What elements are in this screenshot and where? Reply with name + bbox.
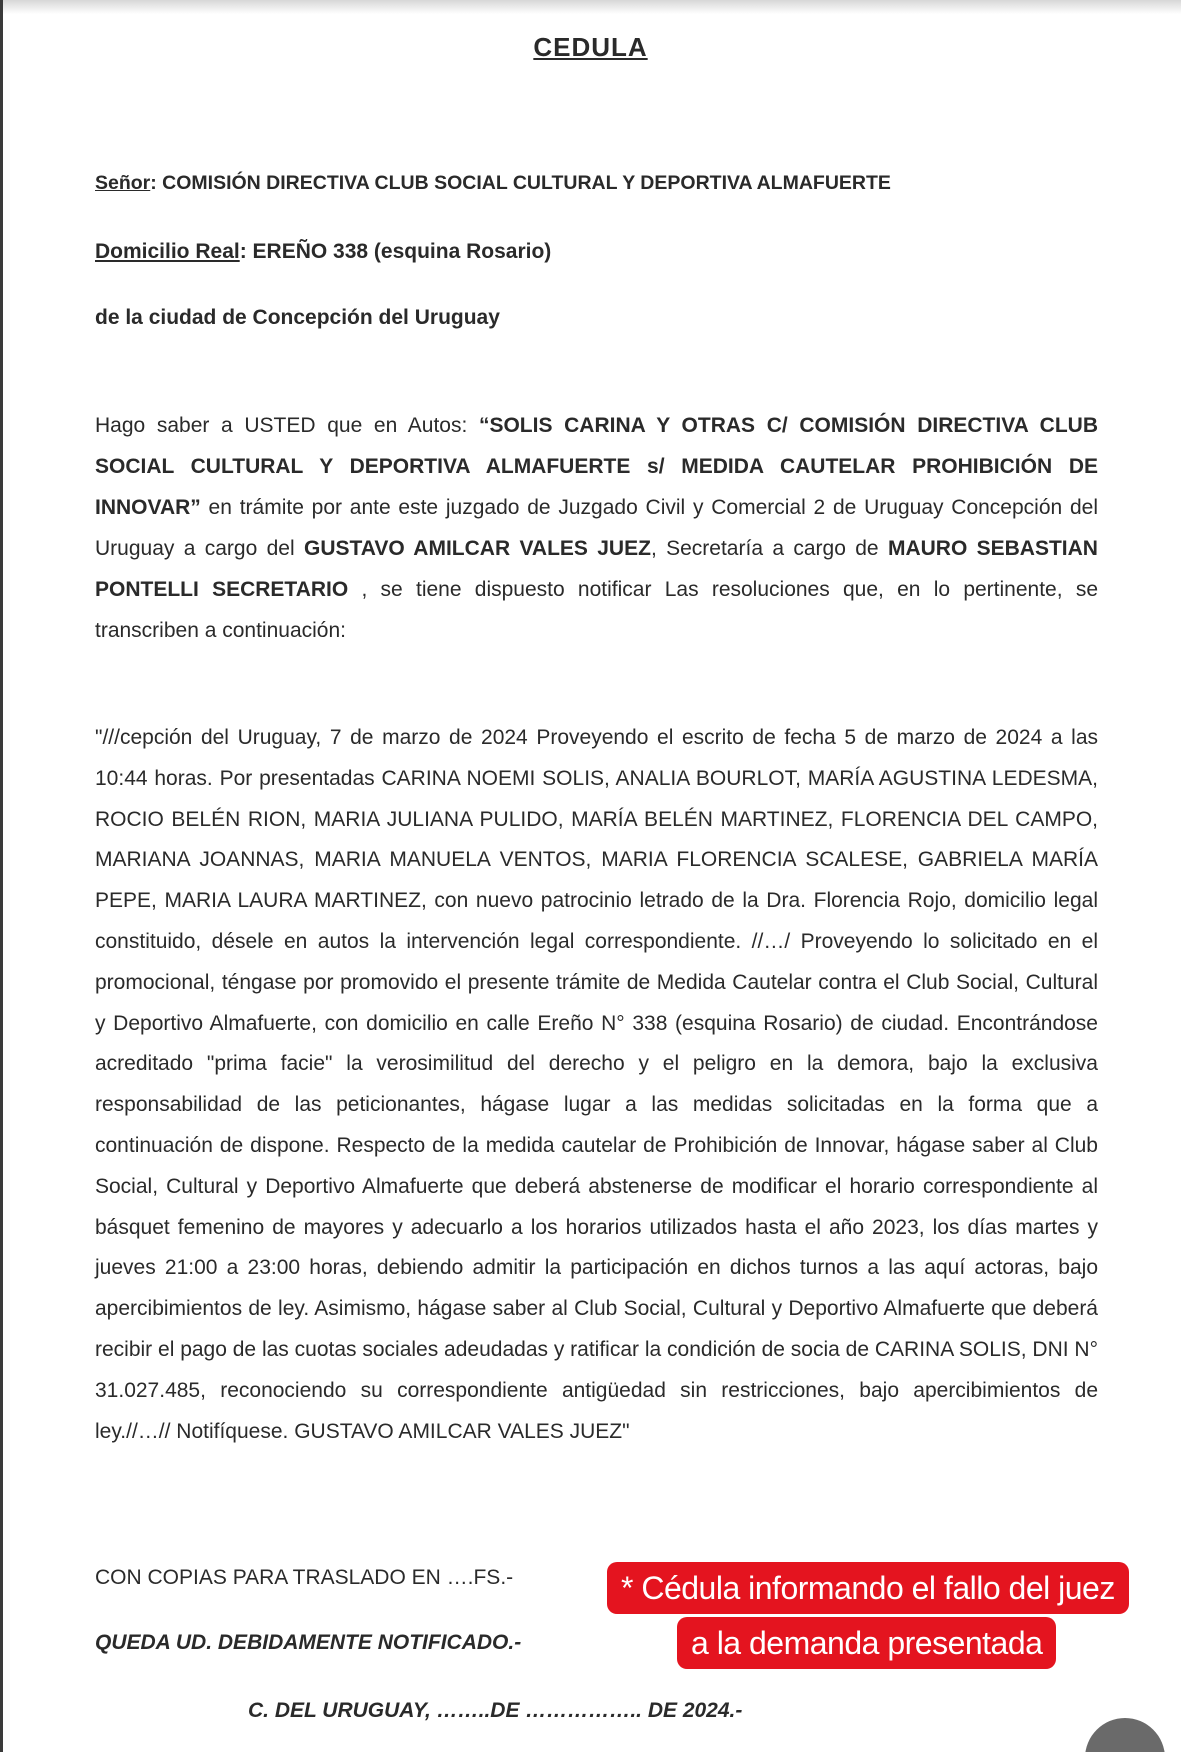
top-shadow [0, 0, 1181, 14]
case-title: “SOLIS CARINA Y OTRAS C/ COMISIÓN DIRECTIVA CLUB SOCIAL CULTURAL Y DEPORTIVA ALMAFUERTE s/ MEDIDA CAUTELAR PROHIBICIÓN DE INNOVAR” [95, 414, 1099, 519]
recipient-line [95, 172, 891, 195]
notified-line: QUEDA UD. DEBIDAMENTE NOTIFICADO.- [95, 1631, 522, 1654]
overlay-label-line-1: * Cédula informando el fallo del juez [607, 1562, 1129, 1614]
resolution-paragraph: "///cepción del Uruguay, 7 de marzo de 2024 Proveyendo el escrito de fecha 5 de marzo de 2024 a las 10:44 horas. Por presentadas CARINA NOEMI SOLIS, ANALIA BOURLOT, MARÍA AGUSTINA LEDESMA, ROCIO BELÉN RION, MARIA JULIANA PULIDO, MARÍA BELÉN MARTINEZ, FLORENCIA DEL CAMPO, MARIANA JOANNAS, MARIA MANUELA VENTOS, MARIA FLORENCIA SCALESE, GABRIELA MARÍA PEPE, MARIA LAURA MARTINEZ, con nuevo patrocinio letrado de la Dra. Florencia Rojo, domicilio legal constituido, désele en autos la intervención legal correspondiente. //…/ Proveyendo lo solicitado en el promocional, téngase por promovido el presente trámite de Medida Cautelar contra el Club Social, Cultural y Deportivo Almafuerte, con domicilio en calle Ereño N° 338 (esquina Rosario) de ciudad. Encontrándose acreditado "prima facie" la verosimilitud del derecho y el peligro en la demora, bajo la exclusiva responsabilidad de las peticionantes, hágase lugar a las medidas solicitadas en la forma que a continuación de dispone. Respecto de la medida cautelar de Prohibición de Innovar, hágase saber al Club Social, Cultural y Deportivo Almafuerte que deberá abstenerse de modificar el horario correspondiente al básquet femenino de mayores y adecuarlo a los horarios utilizados hasta el año 2023, los días martes y jueves 21:00 a 23:00 horas, debiendo admitir la participación en dichos turnos a las aquí actoras, bajo apercibimientos de ley. Asimismo, hágase saber al Club Social, Cultural y Deportivo Almafuerte que deberá recibir el pago de las cuotas sociales adeudadas y ratificar la condición de socia de CARINA SOLIS, DNI N° 31.027.485, reconociendo su correspondiente antigüedad sin restricciones, bajo apercibimientos de ley.//…// Notifíquese. GUSTAVO AMILCAR VALES JUEZ" [95, 726, 1098, 1443]
senor-label: Señor [95, 172, 151, 194]
intro-text-3: , Secretaría a cargo de [650, 537, 888, 560]
intro-paragraph [95, 405, 1098, 651]
domicile-line [95, 240, 551, 264]
date-line: C. DEL URUGUAY, ……..DE …………….. DE 2024.- [248, 1699, 743, 1722]
copies-line: CON COPIAS PARA TRASLADO EN ….FS.- [95, 1566, 514, 1589]
city-line: de la ciudad de Concepción del Uruguay [95, 306, 500, 329]
intro-text-1: Hago saber a USTED que en Autos: [95, 414, 479, 437]
document-title: CEDULA [533, 32, 648, 62]
secretary-name: MAURO SEBASTIAN PONTELLI SECRETARIO [95, 537, 1098, 601]
corner-circle [1085, 1718, 1165, 1752]
domicilio-value: : EREÑO 338 (esquina Rosario) [239, 240, 552, 263]
intro-text-4: , se tiene dispuesto notificar Las resoluciones que, en lo pertinente, se transcriben a continuación: [95, 578, 1098, 642]
overlay-label-line-2: a la demanda presentada [677, 1617, 1056, 1669]
domicilio-label: Domicilio Real [95, 240, 240, 263]
left-border [0, 0, 3, 1752]
judge-name: GUSTAVO AMILCAR VALES JUEZ [304, 537, 651, 560]
senor-value: : COMISIÓN DIRECTIVA CLUB SOCIAL CULTURAL Y DEPORTIVA ALMAFUERTE [150, 172, 891, 194]
intro-text-2: en trámite por ante este juzgado de Juzgado Civil y Comercial 2 de Uruguay Concepción del Uruguay a cargo del [95, 496, 1098, 560]
